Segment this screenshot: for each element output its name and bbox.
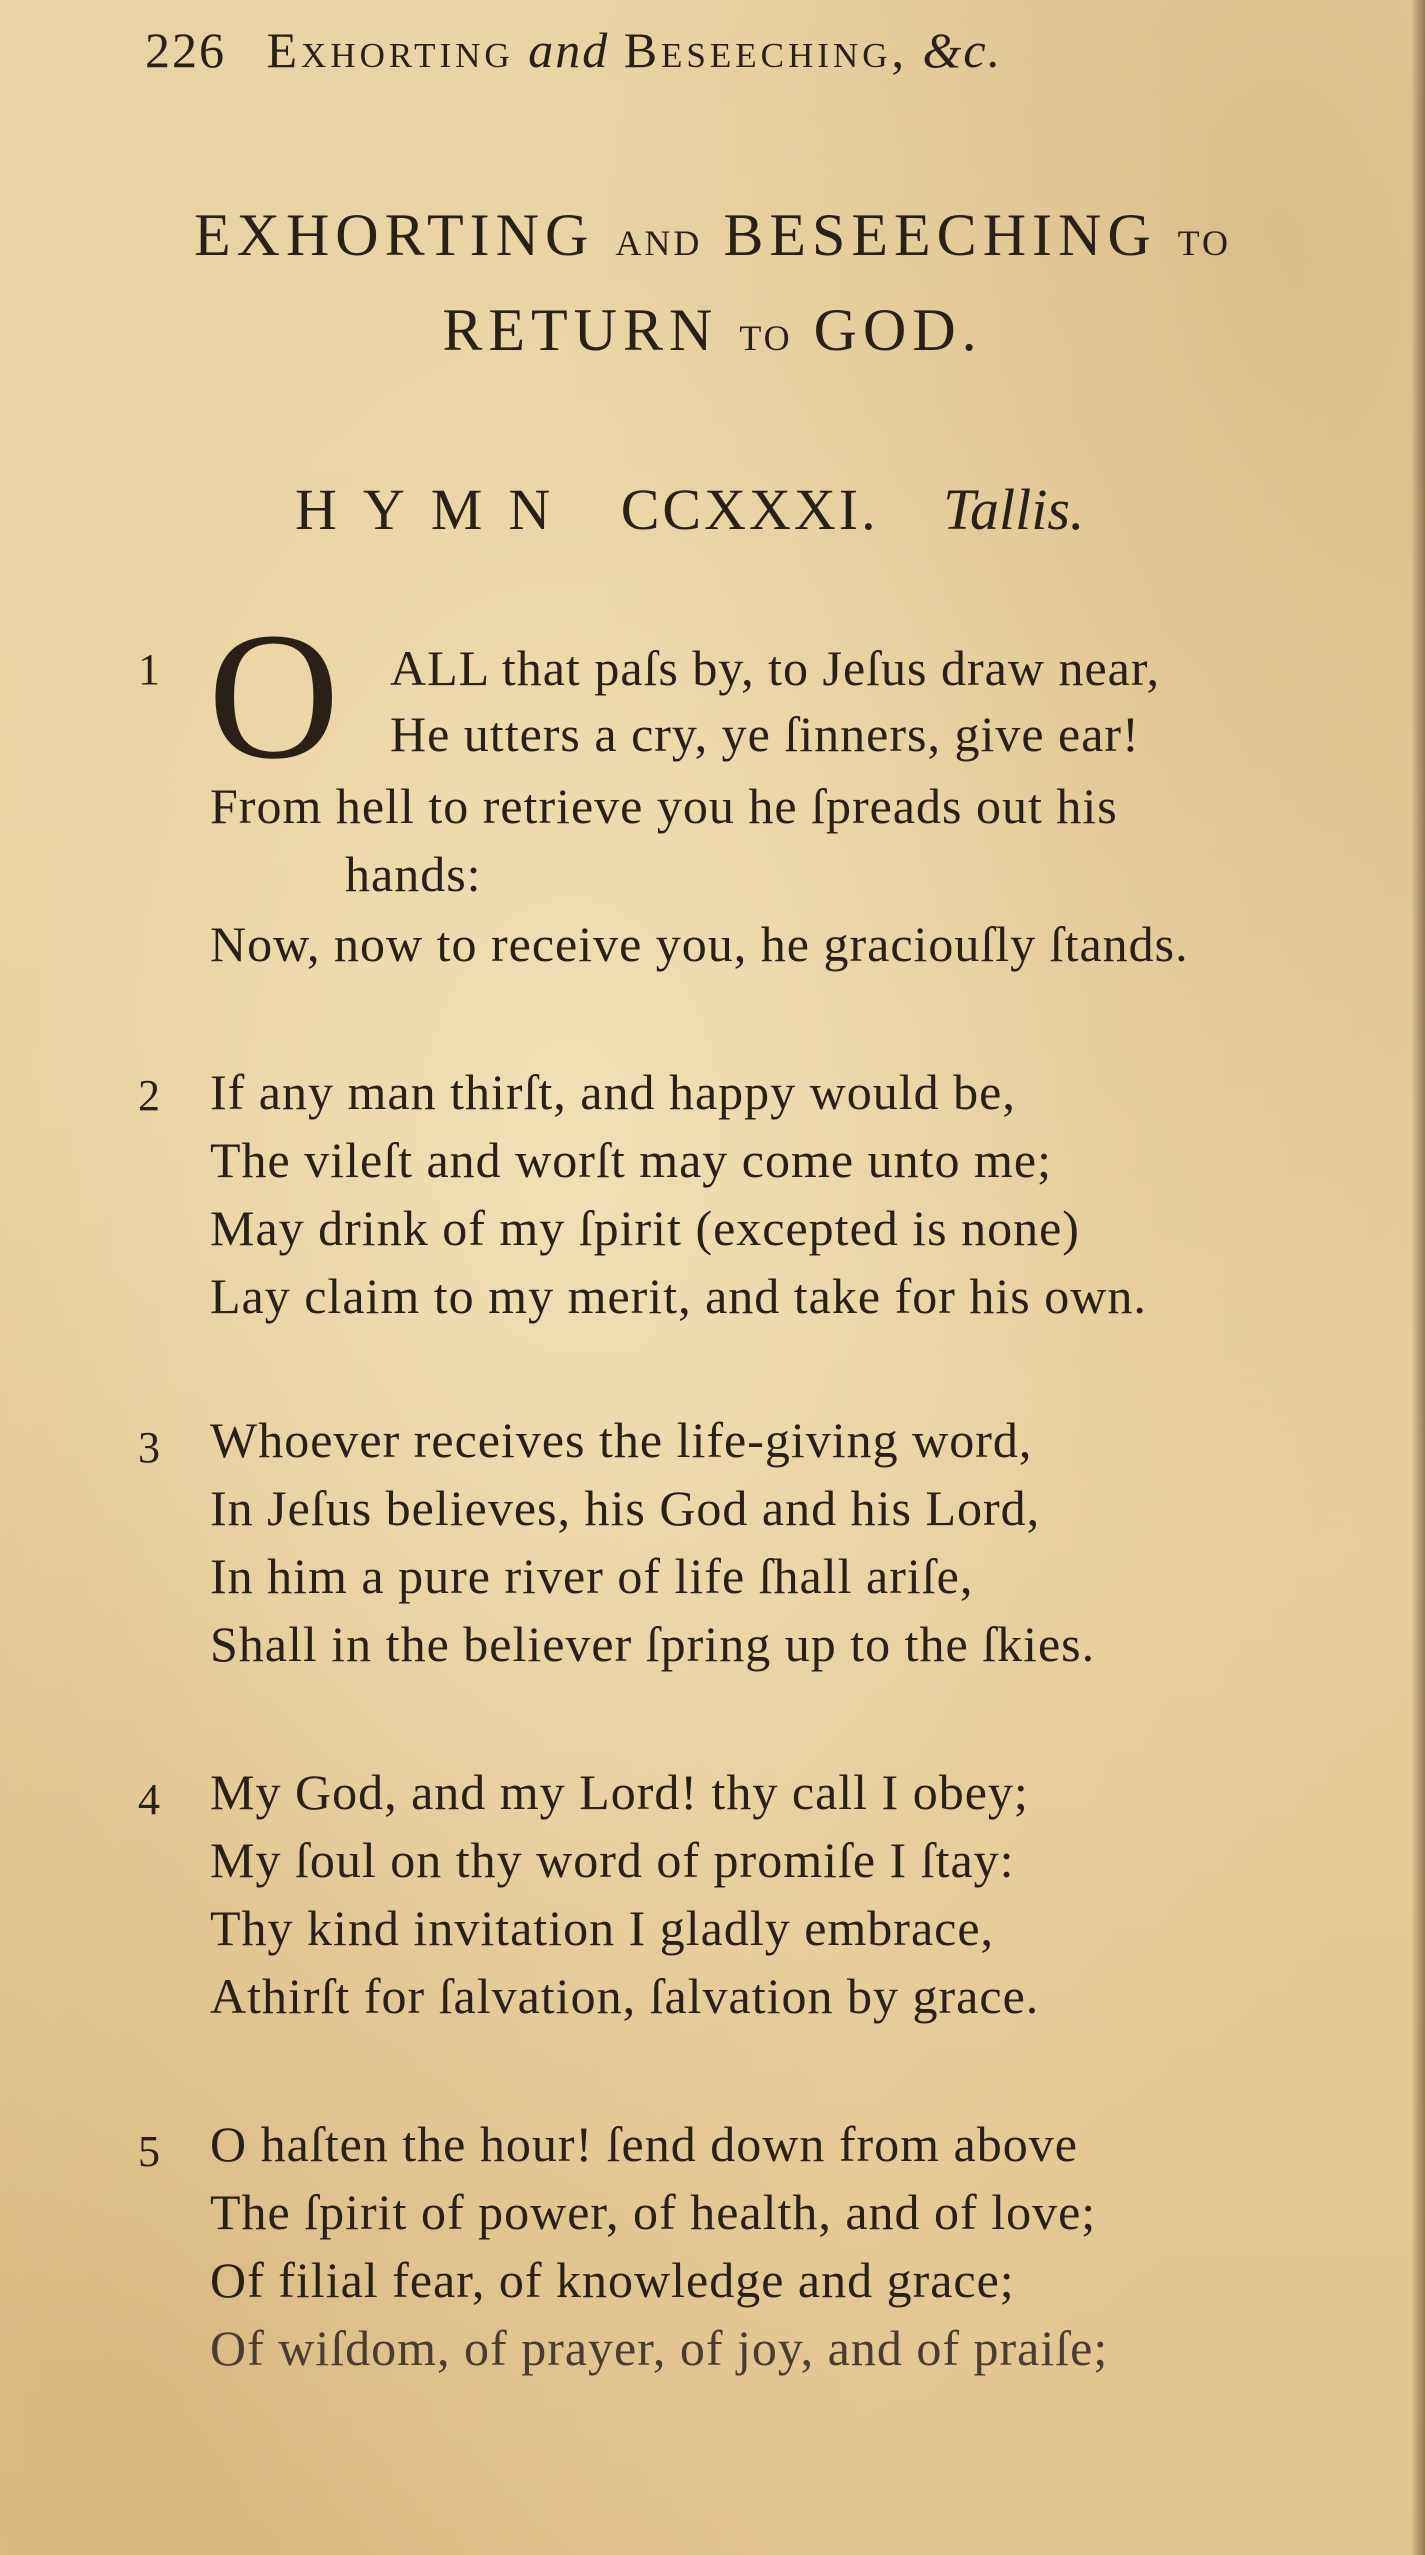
verse-line: In him a pure river of life ſhall ariſe,	[210, 1548, 974, 1604]
section-title-line-1	[0, 195, 1425, 283]
verse-line: From hell to retrieve you he ſpreads out his	[210, 778, 1118, 834]
title-word-beseeching: BESEECHING	[723, 202, 1157, 268]
verse-number: 1	[138, 645, 160, 694]
verse-line: hands:	[345, 846, 482, 902]
title-word-return: RETURN	[442, 297, 719, 363]
verse-line: O haſten the hour! ſend down from above	[210, 2116, 1078, 2172]
verse-line: May drink of my ſpirit (excepted is none)	[210, 1200, 1080, 1256]
verse-number: 3	[138, 1423, 160, 1472]
verse-line: Thy kind invitation I gladly embrace,	[210, 1900, 995, 1956]
verse-number: 2	[138, 1071, 160, 1120]
verse-line: The ſpirit of power, of health, and of love;	[210, 2184, 1097, 2240]
verse-line: If any man thirſt, and happy would be,	[210, 1064, 1016, 1120]
running-head-and: and	[528, 22, 610, 78]
verse-line: My God, and my Lord! thy call I obey;	[210, 1764, 1029, 1820]
verse-line: He utters a cry, ye ſinners, give ear!	[390, 706, 1140, 762]
verse-line: Whoever receives the life-giving word,	[210, 1412, 1033, 1468]
page-number: 226	[145, 22, 226, 78]
verse-line: Athirſt for ſalvation, ſalvation by grace.	[210, 1968, 1040, 2024]
running-head-etc: &c.	[922, 22, 1003, 78]
verse-line: Shall in the believer ſpring up to the ſkies.	[210, 1616, 1096, 1672]
drop-cap: O	[208, 596, 340, 797]
title-word-exhorting: EXHORTING	[193, 202, 595, 268]
running-head	[145, 18, 1395, 82]
verse-line: The vileſt and worſt may come unto me;	[210, 1132, 1052, 1188]
verse-number: 4	[138, 1775, 160, 1824]
verse-line: In Jeſus believes, his God and his Lord,	[210, 1480, 1041, 1536]
running-head-text-2: Beseeching,	[623, 22, 908, 78]
title-word-god: GOD.	[813, 297, 983, 363]
hymn-number: CCXXXI.	[620, 477, 879, 542]
verse-line: Of filial fear, of knowledge and grace;	[210, 2252, 1015, 2308]
title-word-to-2: TO	[739, 318, 793, 358]
title-word-and: AND	[615, 223, 703, 263]
hymn-heading	[295, 470, 1295, 550]
section-title-line-2	[0, 290, 1425, 378]
running-head-text-1: Exhorting	[266, 22, 514, 78]
hymn-tune: Tallis.	[943, 477, 1085, 542]
title-word-to: TO	[1177, 223, 1232, 263]
verse-line: Of wiſdom, of prayer, of joy, and of praiſe;	[210, 2320, 1109, 2376]
hymn-label: HYMN	[295, 477, 577, 542]
verse-line: Lay claim to my merit, and take for his own.	[210, 1268, 1147, 1324]
verse-line: ALL that paſs by, to Jeſus draw near,	[390, 640, 1160, 696]
verse-line: Now, now to receive you, he graciouſly ſtands.	[210, 916, 1189, 972]
verse-line: My ſoul on thy word of promiſe I ſtay:	[210, 1832, 1015, 1888]
page-edge-shadow	[1411, 0, 1425, 2555]
verse-number: 5	[138, 2127, 160, 2176]
